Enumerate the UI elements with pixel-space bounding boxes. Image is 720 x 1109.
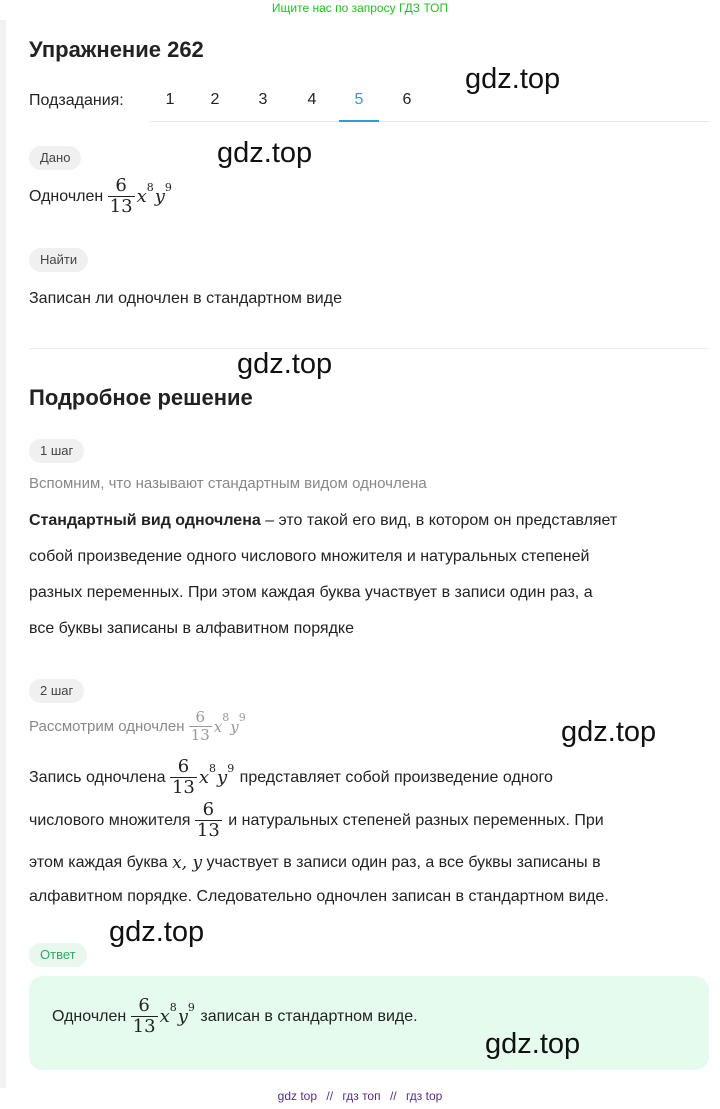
footer-link-2[interactable]: гдз топ bbox=[342, 1089, 381, 1103]
given-chip: Дано bbox=[29, 146, 81, 170]
tab-subtask-5[interactable]: 5 bbox=[339, 84, 379, 122]
footer-links bbox=[0, 1089, 720, 1103]
page-title: Упражнение 262 bbox=[29, 37, 204, 62]
step2-hint-monomial: $\frac{6}{13}$ x 8 y 9 bbox=[190, 708, 246, 744]
definition-term: Стандартный вид одночлена bbox=[29, 512, 261, 529]
footer-separator: // bbox=[326, 1089, 334, 1103]
step2-coefficient: $\frac{6}{13}$ bbox=[196, 799, 220, 841]
tab-subtask-6[interactable]: 6 bbox=[402, 91, 412, 108]
section-divider bbox=[29, 348, 709, 349]
step1-chip: 1 шаг bbox=[29, 439, 84, 463]
given-monomial: $\frac{6}{13}$ x 8 y 9 bbox=[109, 175, 172, 217]
step2-monomial: $\frac{6}{13}$ x 8 y 9 bbox=[171, 756, 235, 798]
given-text: Одночлен bbox=[29, 187, 104, 205]
top-banner[interactable]: Ищите нас по запросу ГДЗ ТОП bbox=[271, 1, 449, 15]
tab-subtask-3[interactable]: 3 bbox=[258, 91, 268, 108]
step2-line-2: числового множителя $\frac{6}{13}$ и натуральных степеней разных переменных. При bbox=[29, 799, 604, 841]
tab-subtask-4[interactable]: 4 bbox=[307, 91, 317, 108]
given-line bbox=[29, 176, 173, 217]
tab-subtask-1[interactable]: 1 bbox=[165, 91, 175, 108]
find-chip: Найти bbox=[29, 248, 88, 272]
tab-subtask-2[interactable]: 2 bbox=[210, 91, 220, 108]
answer-monomial: $\frac{6}{13}$ x 8 y 9 bbox=[132, 995, 195, 1037]
watermark: gdz.top bbox=[217, 137, 313, 169]
footer-separator: // bbox=[389, 1089, 397, 1103]
step2-hint: Рассмотрим одночлен $\frac{6}{13}$ x 8 y 9 bbox=[29, 708, 246, 744]
step2-chip: 2 шаг bbox=[29, 679, 84, 703]
step1-hint: Вспомним, что называют стандартным видом одночлена bbox=[29, 475, 427, 492]
step2-line-4: алфавитном порядке. Следовательно одночлен записан в стандартном виде. bbox=[29, 888, 609, 905]
subtasks-label: Подзадания: bbox=[29, 92, 124, 109]
answer-text: Одночлен $\frac{6}{13}$ x 8 y 9 записан в стандартном виде. bbox=[52, 995, 418, 1037]
watermark: gdz.top bbox=[109, 916, 205, 948]
answer-chip: Ответ bbox=[29, 943, 87, 967]
footer-link-1[interactable]: gdz top bbox=[277, 1089, 318, 1103]
step2-line-1: Запись одночлена $\frac{6}{13}$ x 8 y 9 представляет собой произведение одного bbox=[29, 756, 553, 798]
step2-line-3: этом каждая буква x, y участвует в записи один раз, а все буквы записаны в bbox=[29, 853, 601, 873]
watermark: gdz.top bbox=[465, 63, 561, 95]
left-scroll-rail bbox=[0, 20, 6, 1088]
step1-paragraph: Стандартный вид одночлена – это такой его вид, в котором он представляет собой произведение одного числового множителя и натуральных степеней разных переменных. При этом каждая буква участвует в записи один раз, а все буквы записаны в алфавитном порядке bbox=[29, 512, 618, 637]
watermark: gdz.top bbox=[237, 348, 333, 380]
footer-link-3[interactable]: гдз top bbox=[405, 1089, 443, 1103]
find-text: Записан ли одночлен в стандартном виде bbox=[29, 290, 342, 307]
watermark: gdz.top bbox=[485, 1028, 581, 1060]
subtask-tabs bbox=[150, 84, 710, 122]
solution-title: Подробное решение bbox=[29, 385, 253, 410]
watermark: gdz.top bbox=[561, 716, 657, 748]
step2-variables: x, y bbox=[172, 853, 203, 873]
